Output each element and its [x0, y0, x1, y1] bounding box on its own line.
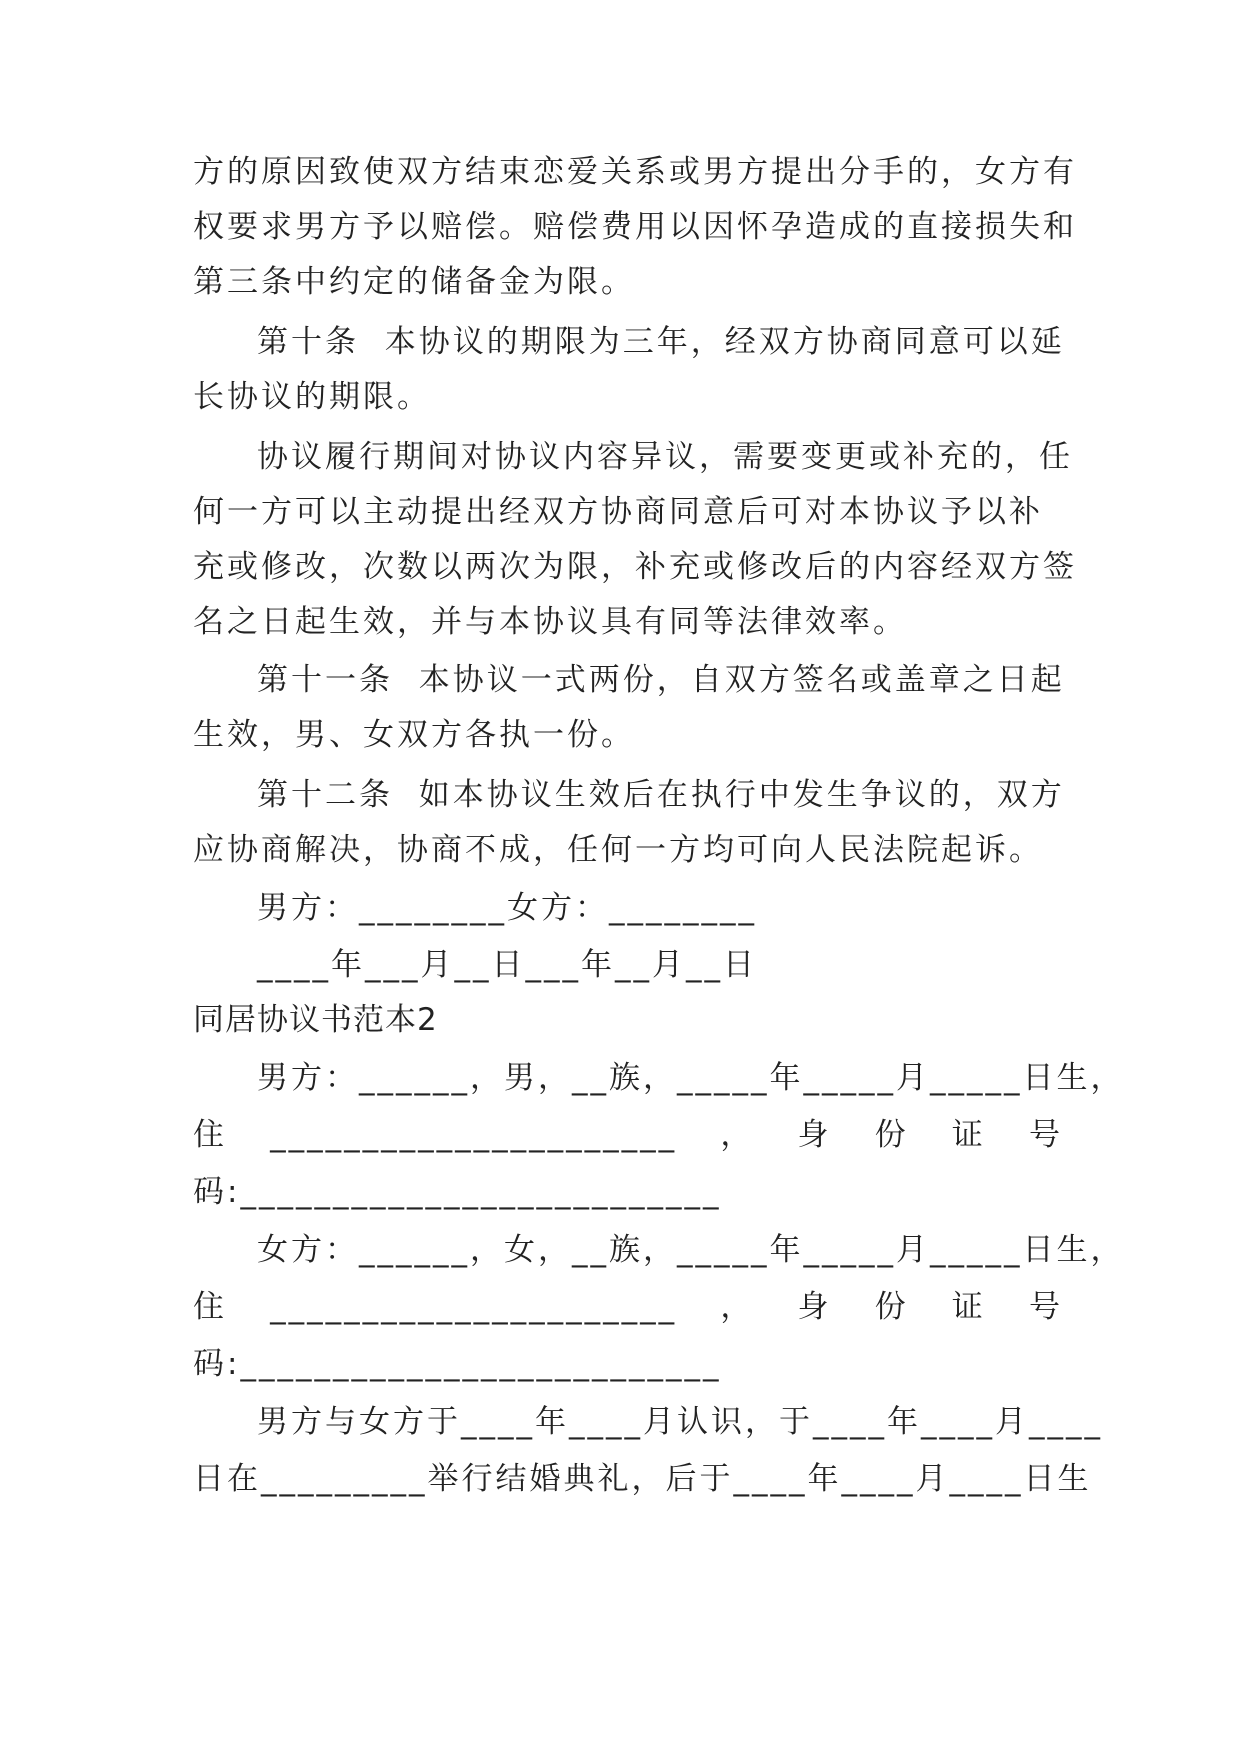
date-line: ____年___月__日___年__月__日: [257, 947, 757, 983]
signature-line: 男方：________女方：________: [257, 890, 757, 926]
text-segment: ______________________: [270, 1117, 678, 1153]
text-segment: 身: [797, 1289, 832, 1325]
id-number-line: 码:__________________________: [193, 1346, 722, 1382]
text-segment: ，: [720, 1289, 755, 1325]
text-line: 日在_________举行结婚典礼，后于____年____月____日生: [193, 1461, 1092, 1497]
text-line: 充或修改，次数以两次为限，补充或修改后的内容经双方签: [193, 549, 1077, 585]
text-line: 第三条中约定的储备金为限。: [193, 264, 635, 300]
section-title: 同居协议书范本2: [193, 1002, 438, 1038]
clause-12: 第十二条 如本协议生效后在执行中发生争议的，双方: [257, 777, 1065, 813]
text-segment: 号: [1028, 1117, 1063, 1153]
text-line: 生效，男、女双方各执一份。: [193, 717, 635, 753]
female-party-line: 女方：______，女，__族，_____年_____月_____日生，: [257, 1232, 1125, 1268]
text-segment: 份: [874, 1289, 909, 1325]
address-id-row: [193, 1115, 1063, 1155]
text-segment: 住: [193, 1289, 227, 1325]
text-segment: 住: [193, 1117, 227, 1153]
id-number-line: 码:__________________________: [193, 1174, 722, 1210]
clause-11: 第十一条 本协议一式两份，自双方签名或盖章之日起: [257, 662, 1065, 698]
text-line: 名之日起生效，并与本协议具有同等法律效率。: [193, 604, 907, 640]
text-segment: ______________________: [270, 1289, 678, 1325]
text-line: 协议履行期间对协议内容异议，需要变更或补充的，任: [257, 439, 1073, 475]
text-segment: 身: [797, 1117, 832, 1153]
text-segment: ，: [720, 1117, 755, 1153]
address-id-row: [193, 1287, 1063, 1327]
text-segment: 证: [951, 1117, 986, 1153]
text-segment: 证: [951, 1289, 986, 1325]
text-line: 男方与女方于____年____月认识，于____年____月____: [257, 1404, 1103, 1440]
text-line: 何一方可以主动提出经双方协商同意后可对本协议予以补: [193, 494, 1043, 530]
text-line: 应协商解决，协商不成，任何一方均可向人民法院起诉。: [193, 832, 1043, 868]
clause-10: 第十条 本协议的期限为三年，经双方协商同意可以延: [257, 324, 1065, 360]
text-line: 长协议的期限。: [193, 379, 431, 415]
text-line: 方的原因致使双方结束恋爱关系或男方提出分手的，女方有: [193, 154, 1077, 190]
text-line: 权要求男方予以赔偿。赔偿费用以因怀孕造成的直接损失和: [193, 209, 1077, 245]
text-segment: 号: [1028, 1289, 1063, 1325]
male-party-line: 男方：______，男，__族，_____年_____月_____日生，: [257, 1060, 1125, 1096]
text-segment: 份: [874, 1117, 909, 1153]
